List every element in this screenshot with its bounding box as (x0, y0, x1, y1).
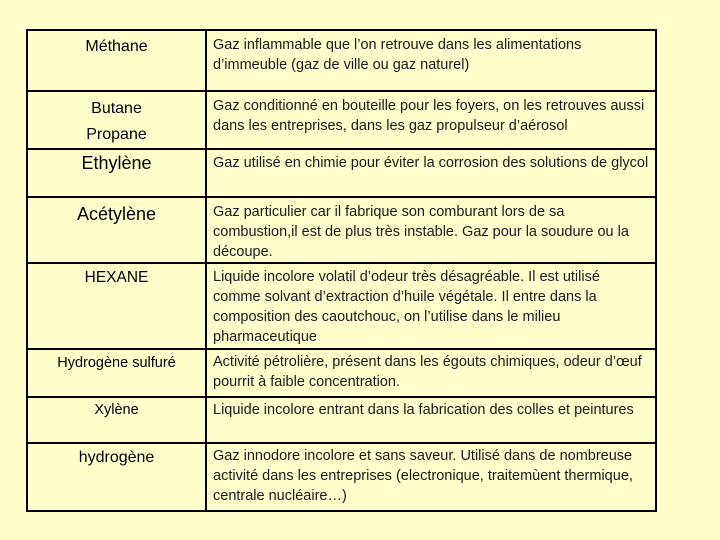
gas-description-cell (206, 397, 656, 443)
gas-name-cell (27, 443, 206, 511)
gas-name-cell (27, 197, 206, 263)
gas-name-cell (27, 91, 206, 149)
gas-description-cell (206, 91, 656, 149)
table-row (27, 91, 656, 149)
gas-name-cell (27, 263, 206, 349)
gas-name: hydrogène (78, 449, 155, 466)
gas-name-cell (27, 30, 206, 91)
gas-name-cell (27, 349, 206, 397)
gas-name-cell (27, 149, 206, 197)
table-row (27, 149, 656, 197)
gas-description: Gaz innodore incolore et sans saveur. Utilisé dans de nombreuse activité dans les entreprises (electronique, traitemùent thermique, centrale nucléaire…) (213, 448, 633, 504)
gas-name: Ethylène (81, 153, 152, 173)
table-row (27, 197, 656, 263)
gas-name-cell (27, 397, 206, 443)
table-row (27, 263, 656, 349)
gas-description: Gaz inflammable que l’on retrouve dans les alimentations d’immeuble (gaz de ville ou gaz naturel) (213, 37, 582, 73)
gas-description-cell (206, 30, 656, 91)
gas-description-cell (206, 197, 656, 263)
gas-description: Gaz particulier car il fabrique son comburant lors de sa combustion,il est de plus très instable. Gaz pour la soudure ou la découpe. (213, 204, 629, 260)
table-row (27, 443, 656, 511)
gas-description-cell (206, 349, 656, 397)
gas-table (26, 29, 657, 512)
gas-name: Butane (91, 100, 142, 117)
gas-name: HEXANE (84, 269, 149, 286)
table-row (27, 397, 656, 443)
gas-description: Liquide incolore entrant dans la fabrication des colles et peintures (213, 402, 634, 418)
gas-description: Activité pétrolière, présent dans les égouts chimiques, odeur d’œuf pourrit à faible concentration. (213, 354, 642, 390)
gas-name: Hydrogène sulfuré (57, 355, 176, 371)
gas-description-cell (206, 149, 656, 197)
gas-description: Liquide incolore volatil d’odeur très désagréable. Il est utilisé comme solvant d’extraction d’huile végétale. Il entre dans la composition des caoutchouc, on l’utilise dans le milieu pharmaceutique (213, 269, 600, 345)
table-row (27, 30, 656, 91)
gas-description-cell (206, 443, 656, 511)
gas-name: Xylène (94, 402, 139, 418)
gas-name: Méthane (85, 38, 148, 55)
gas-name: Propane (86, 126, 147, 143)
gas-name: Acétylène (76, 204, 157, 224)
gas-description-cell (206, 263, 656, 349)
table-row (27, 349, 656, 397)
gas-description: Gaz utilisé en chimie pour éviter la corrosion des solutions de glycol (213, 155, 649, 171)
gas-description: Gaz conditionné en bouteille pour les foyers, on les retrouves aussi dans les entreprises, dans les gaz propulseur d’aérosol (213, 98, 645, 134)
